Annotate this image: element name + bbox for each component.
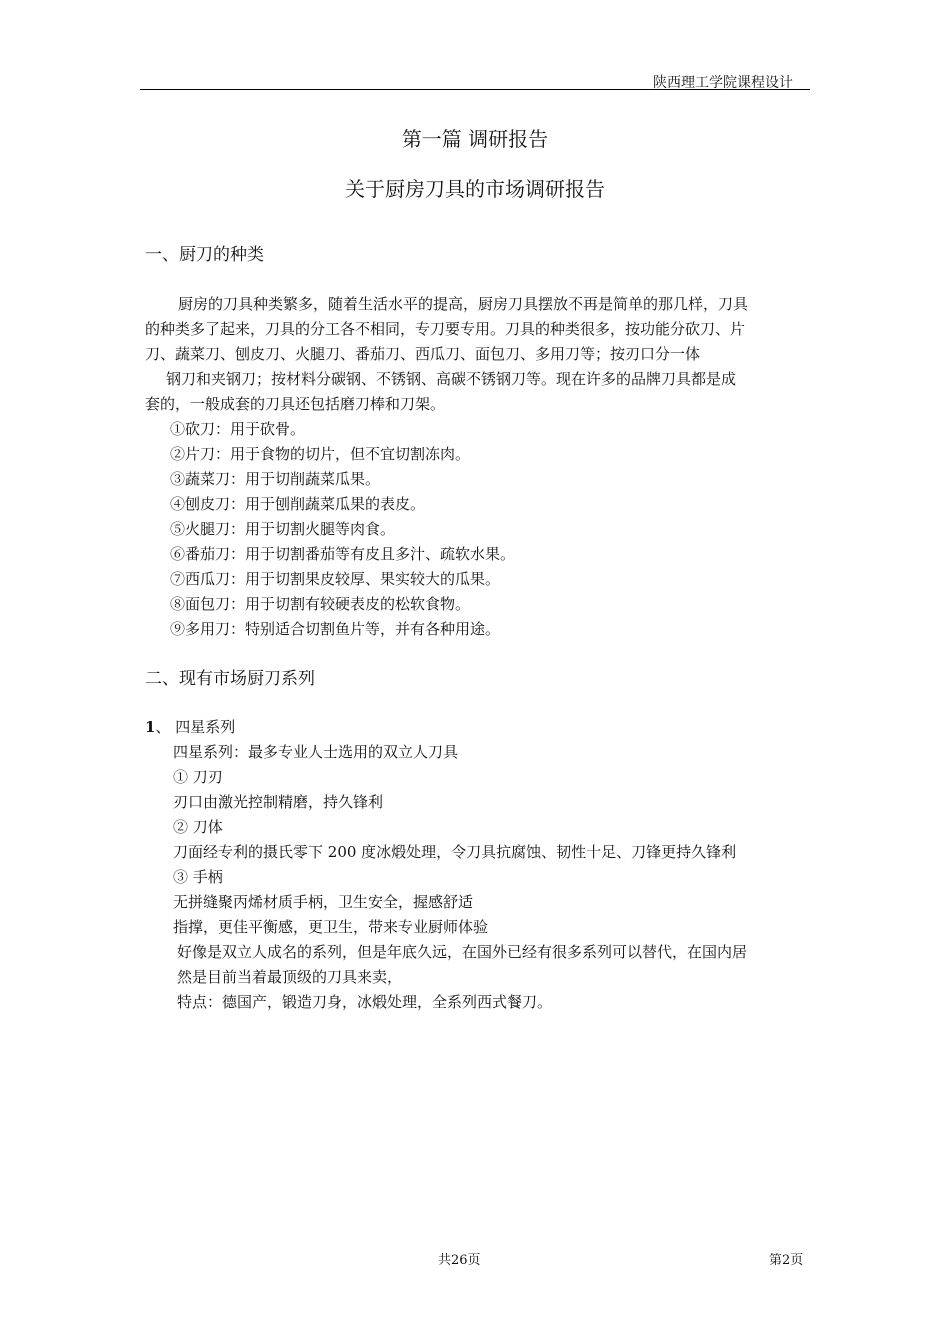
detail-line: 刃口由激光控制精磨，持久锋利 (173, 793, 384, 811)
list-item: ⑧面包刀：用于切割有较硬表皮的松软食物。 (170, 595, 471, 613)
header-institution: 陕西理工学院课程设计 (653, 75, 793, 91)
subsection-number: 1 (145, 718, 156, 736)
detail-line: 无拼缝聚丙烯材质手柄，卫生安全，握感舒适 (173, 893, 474, 911)
list-item: ④刨皮刀：用于刨削蔬菜瓜果的表皮。 (170, 495, 426, 513)
report-title: 关于厨房刀具的市场调研报告 (345, 177, 605, 201)
header-rule (140, 89, 810, 90)
paragraph-line: 钢刀和夹钢刀；按材料分碳钢、不锈钢、高碳不锈钢刀等。现在许多的品牌刀具都是成 (166, 370, 737, 388)
subsection-heading (145, 716, 235, 737)
detail-line: 然是目前当着最顶级的刀具来卖， (177, 968, 403, 986)
detail-line: ② 刀体 (173, 818, 223, 836)
footer-total-pages: 共26页 (438, 1253, 481, 1268)
list-item: ⑦西瓜刀：用于切割果皮较厚、果实较大的瓜果。 (170, 570, 501, 588)
paragraph-line: 刀、蔬菜刀、刨皮刀、火腿刀、番茄刀、西瓜刀、面包刀、多用刀等；按刃口分一体 (145, 345, 701, 363)
list-item: ⑨多用刀：特别适合切割鱼片等，并有各种用途。 (170, 620, 501, 638)
detail-line: 刀面经专利的摄氏零下 200 度冰煅处理，令刀具抗腐蚀、韧性十足、刀锋更持久锋利 (173, 843, 737, 861)
subsection-title: 、 四星系列 (155, 718, 236, 736)
paragraph-line: 套的，一般成套的刀具还包括磨刀棒和刀架。 (145, 395, 446, 413)
detail-line: ③ 手柄 (173, 868, 223, 886)
list-item: ⑥番茄刀：用于切割番茄等有皮且多汁、疏软水果。 (170, 545, 516, 563)
paragraph-line: 厨房的刀具种类繁多，随着生活水平的提高，厨房刀具摆放不再是简单的那几样，刀具 (178, 295, 749, 313)
section2-heading: 二、现有市场厨刀系列 (145, 669, 315, 689)
list-item: ③蔬菜刀：用于切削蔬菜瓜果。 (170, 470, 381, 488)
part-title: 第一篇 调研报告 (401, 127, 549, 151)
paragraph-line: 的种类多了起来，刀具的分工各不相同，专刀要专用。刀具的种类很多，按功能分砍刀、片 (145, 320, 746, 338)
footer-page-number: 第2页 (769, 1253, 804, 1268)
list-item: ⑤火腿刀：用于切割火腿等肉食。 (170, 520, 396, 538)
list-item: ②片刀：用于食物的切片，但不宜切割冻肉。 (170, 445, 471, 463)
section1-heading: 一、厨刀的种类 (145, 245, 264, 265)
detail-line: 好像是双立人成名的系列，但是年底久远，在国外已经有很多系列可以替代，在国内居 (177, 943, 748, 961)
detail-line: 指撑，更佳平衡感，更卫生，带来专业厨师体验 (173, 918, 489, 936)
detail-line: 特点：德国产，锻造刀身，冰煅处理，全系列西式餐刀。 (177, 993, 553, 1011)
detail-line: 四星系列：最多专业人士选用的双立人刀具 (173, 743, 459, 761)
detail-line: ① 刀刃 (173, 768, 223, 786)
list-item: ①砍刀：用于砍骨。 (170, 420, 306, 438)
